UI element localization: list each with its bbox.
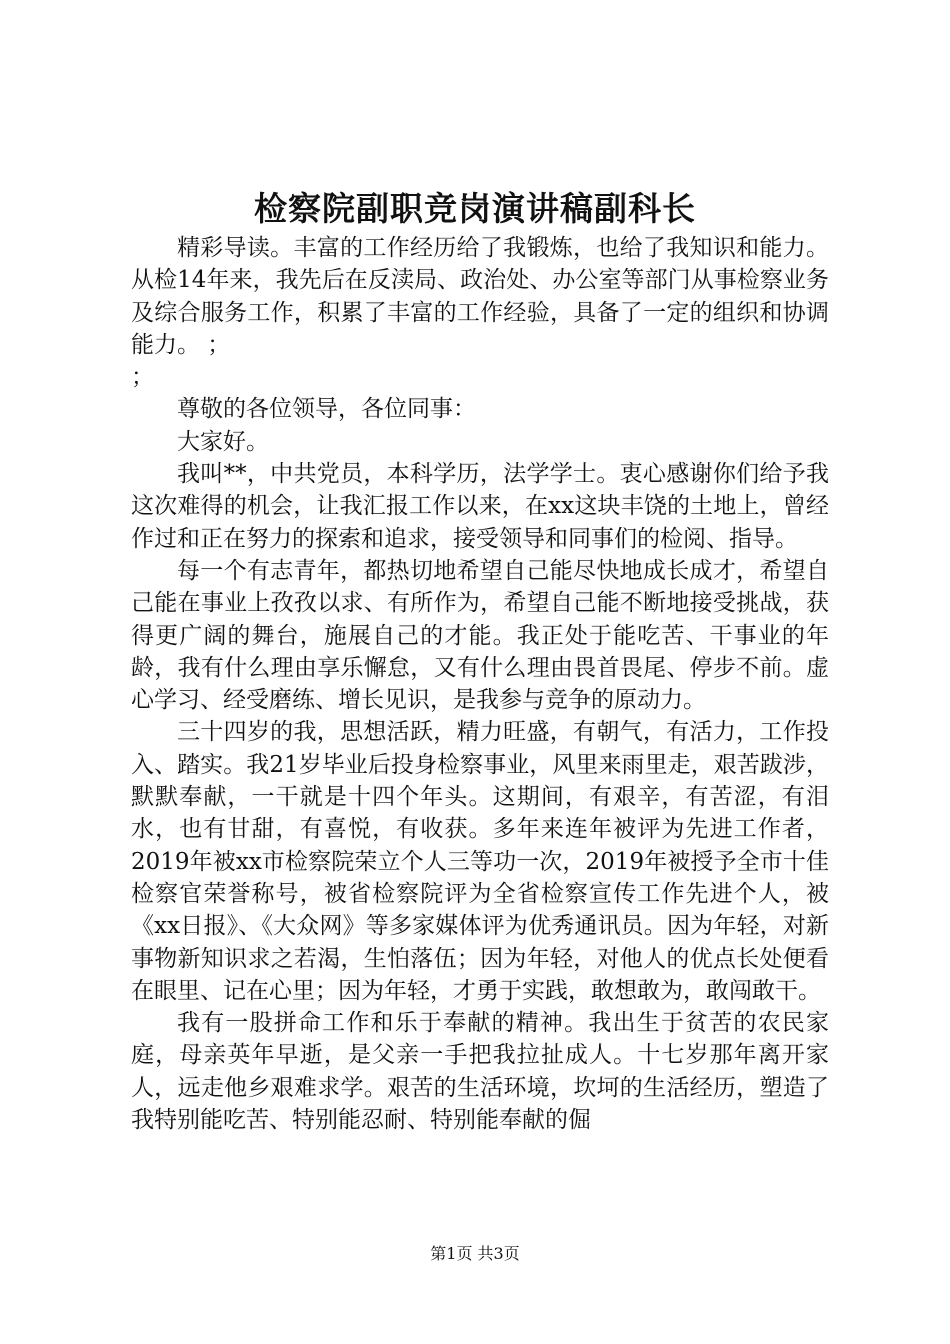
- paragraph-greeting: 大家好。: [177, 428, 269, 455]
- page-footer: 第1页 共3页: [430, 1244, 520, 1263]
- document-body: [131, 232, 829, 1136]
- document-title: 检察院副职竞岗演讲稿副科长: [254, 189, 696, 228]
- paragraph-self-intro: 我叫**，中共党员，本科学历，法学学士。衷心感谢你们给予我这次难得的机会，让我汇报工作以来，在xx这块丰饶的土地上，曾经作过和正在努力的探索和追求，接受领导和同事们的检阅、指导。: [131, 461, 829, 552]
- paragraph-spirit: 我有一股拼命工作和乐于奉献的精神。我出生于贫苦的农民家庭，母亲英年早逝，是父亲一手把我拉扯成人。十七岁那年离开家人，远走他乡艰难求学。艰苦的生活环境，坎坷的生活经历，塑造了我特别能吃苦、特别能忍耐、特别能奉献的倔: [131, 1010, 829, 1134]
- paragraph-motivation: 每一个有志青年，都热切地希望自己能尽快地成长成才，希望自己能在事业上孜孜以求、有所作为，希望自己能不断地接受挑战，获得更广阔的舞台，施展自己的才能。我正处于能吃苦、干事业的年龄，我有什么理由享乐懈怠，又有什么理由畏首畏尾、停步不前。虚心学习、经受磨练、增长见识，是我参与竞争的原动力。: [131, 557, 829, 714]
- paragraph-salutation: 尊敬的各位领导，各位同事：: [177, 396, 476, 423]
- paragraph-semicolon: ；: [131, 364, 154, 391]
- paragraph-intro: 精彩导读。丰富的工作经历给了我锻炼，也给了我知识和能力。从检14年来，我先后在反渎局、政治处、办公室等部门从事检察业务及综合服务工作，积累了丰富的工作经验，具备了一定的组织和协调能力。 ；: [131, 235, 829, 358]
- paragraph-experience: 三十四岁的我，思想活跃，精力旺盛，有朝气，有活力，工作投入、踏实。我21岁毕业后投身检察事业，风里来雨里走，艰苦跋涉，默默奉献，一干就是十四个年头。这期间，有艰辛，有苦涩，有泪水，也有甘甜，有喜悦，有收获。多年来连年被评为先进工作者，2019年被xx市检察院荣立个人三等功一次，2019年被授予全市十佳检察官荣誉称号，被省检察院评为全省检察宣传工作先进个人，被《xx日报》、《大众网》等多家媒体评为优秀通讯员。因为年轻，对新事物新知识求之若渴，生怕落伍；因为年轻，对他人的优点长处便看在眼里、记在心里；因为年轻，才勇于实践，敢想敢为，敢闯敢干。: [131, 719, 829, 1004]
